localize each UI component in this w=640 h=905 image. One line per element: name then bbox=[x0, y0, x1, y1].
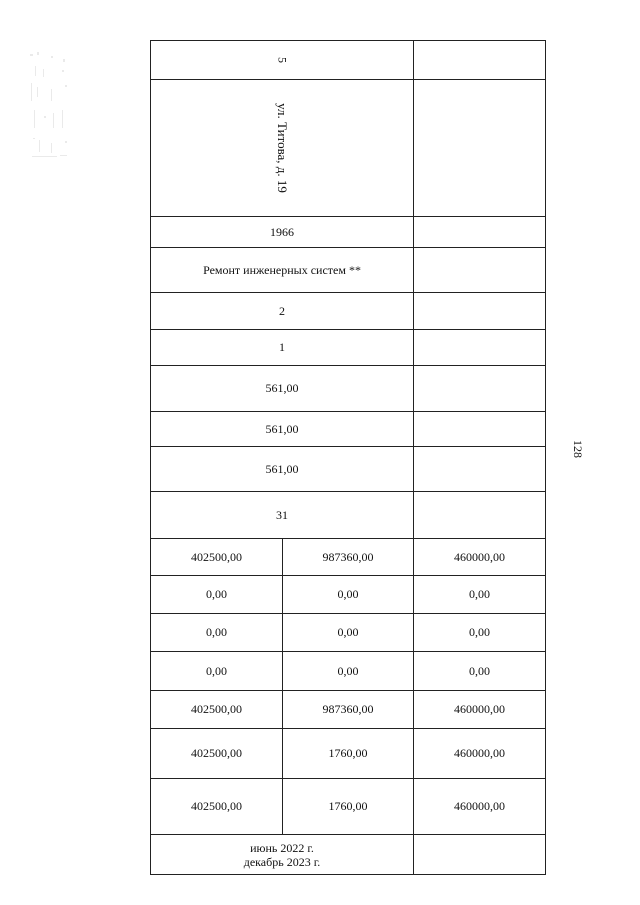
value-row-text: 561,00 bbox=[265, 461, 299, 476]
financial-cell bbox=[414, 539, 546, 576]
financial-value: 460000,00 bbox=[454, 799, 505, 813]
table-row bbox=[151, 330, 546, 366]
empty-cell bbox=[414, 80, 546, 217]
table-row bbox=[151, 248, 546, 293]
works-row-text: Ремонт инженерных систем ** bbox=[203, 262, 361, 277]
financial-cell bbox=[283, 779, 414, 835]
financial-value: 402500,00 bbox=[191, 746, 242, 760]
empty-cell bbox=[414, 248, 546, 293]
financial-cell bbox=[283, 576, 414, 614]
value-row-text: 561,00 bbox=[265, 381, 299, 395]
financial-cell bbox=[151, 539, 283, 576]
rotated-text-wrap bbox=[151, 80, 413, 216]
empty-cell bbox=[414, 41, 546, 80]
address-row-text: ул. Титова, д. 19 bbox=[275, 103, 291, 193]
period-line-1: июнь 2022 г. bbox=[250, 840, 314, 855]
financial-value: 987360,00 bbox=[322, 549, 374, 564]
financial-cell bbox=[414, 779, 546, 835]
period-line-2: декабрь 2023 г. bbox=[243, 854, 321, 869]
table-row bbox=[151, 217, 546, 248]
financial-value: 0,00 bbox=[206, 625, 227, 639]
financial-cell bbox=[283, 691, 414, 729]
period-cell bbox=[151, 835, 414, 875]
table-row bbox=[151, 293, 546, 330]
financial-value: 0,00 bbox=[469, 625, 490, 639]
works-row-cell bbox=[151, 248, 414, 293]
financial-cell bbox=[151, 729, 283, 779]
financial-row bbox=[151, 576, 546, 614]
financial-cell bbox=[151, 691, 283, 729]
value-row-cell bbox=[151, 330, 414, 366]
document-table-frame bbox=[150, 40, 545, 873]
scan-artifact bbox=[27, 52, 71, 164]
period-row bbox=[151, 835, 546, 875]
table-row bbox=[151, 80, 546, 217]
number-row-cell bbox=[151, 41, 414, 80]
financial-value: 0,00 bbox=[469, 663, 490, 678]
financial-row bbox=[151, 691, 546, 729]
financial-cell bbox=[151, 652, 283, 691]
repair-table bbox=[150, 40, 546, 875]
financial-cell bbox=[151, 576, 283, 614]
financial-row bbox=[151, 652, 546, 691]
financial-value: 0,00 bbox=[337, 663, 359, 678]
table-row bbox=[151, 492, 546, 539]
financial-cell bbox=[151, 614, 283, 652]
financial-value: 0,00 bbox=[206, 663, 227, 678]
financial-value: 460000,00 bbox=[454, 549, 505, 564]
value-row-text: 561,00 bbox=[265, 421, 299, 436]
page-number: 128 bbox=[571, 440, 585, 458]
empty-cell bbox=[414, 330, 546, 366]
value-row-text: 2 bbox=[279, 303, 285, 318]
number-row-text: 5 bbox=[275, 57, 290, 63]
value-row-cell bbox=[151, 366, 414, 412]
year-row-cell bbox=[151, 217, 414, 248]
financial-row bbox=[151, 729, 546, 779]
table-row bbox=[151, 41, 546, 80]
financial-value: 0,00 bbox=[469, 587, 490, 601]
table-row bbox=[151, 366, 546, 412]
financial-cell bbox=[151, 779, 283, 835]
value-row-cell bbox=[151, 447, 414, 492]
year-row-text: 1966 bbox=[270, 224, 294, 239]
empty-cell bbox=[414, 293, 546, 330]
financial-cell bbox=[414, 652, 546, 691]
financial-row bbox=[151, 614, 546, 652]
financial-cell bbox=[414, 576, 546, 614]
financial-row bbox=[151, 779, 546, 835]
financial-cell bbox=[283, 539, 414, 576]
empty-cell bbox=[414, 412, 546, 447]
value-row-cell bbox=[151, 293, 414, 330]
empty-cell bbox=[414, 447, 546, 492]
financial-value: 460000,00 bbox=[454, 702, 505, 716]
financial-value: 987360,00 bbox=[322, 702, 374, 716]
rotated-text-wrap bbox=[151, 41, 413, 79]
value-row-text: 31 bbox=[276, 507, 288, 522]
financial-cell bbox=[414, 729, 546, 779]
value-row-text: 1 bbox=[279, 340, 285, 354]
financial-value: 402500,00 bbox=[191, 549, 242, 564]
empty-cell bbox=[414, 366, 546, 412]
financial-value: 0,00 bbox=[206, 587, 227, 601]
financial-value: 402500,00 bbox=[191, 702, 242, 716]
financial-value: 0,00 bbox=[337, 587, 359, 601]
financial-cell bbox=[283, 614, 414, 652]
empty-cell bbox=[414, 217, 546, 248]
empty-cell bbox=[414, 492, 546, 539]
value-row-cell bbox=[151, 412, 414, 447]
financial-cell bbox=[414, 691, 546, 729]
financial-row bbox=[151, 539, 546, 576]
table-row bbox=[151, 447, 546, 492]
address-row-cell bbox=[151, 80, 414, 217]
financial-cell bbox=[283, 652, 414, 691]
financial-cell bbox=[283, 729, 414, 779]
empty-cell bbox=[414, 835, 546, 875]
financial-value: 0,00 bbox=[337, 625, 359, 639]
financial-value: 402500,00 bbox=[191, 799, 242, 813]
financial-cell bbox=[414, 614, 546, 652]
financial-value: 1760,00 bbox=[328, 799, 368, 813]
value-row-cell bbox=[151, 492, 414, 539]
financial-value: 460000,00 bbox=[454, 746, 505, 760]
table-body bbox=[151, 41, 546, 875]
financial-value: 1760,00 bbox=[328, 746, 368, 760]
table-row bbox=[151, 412, 546, 447]
